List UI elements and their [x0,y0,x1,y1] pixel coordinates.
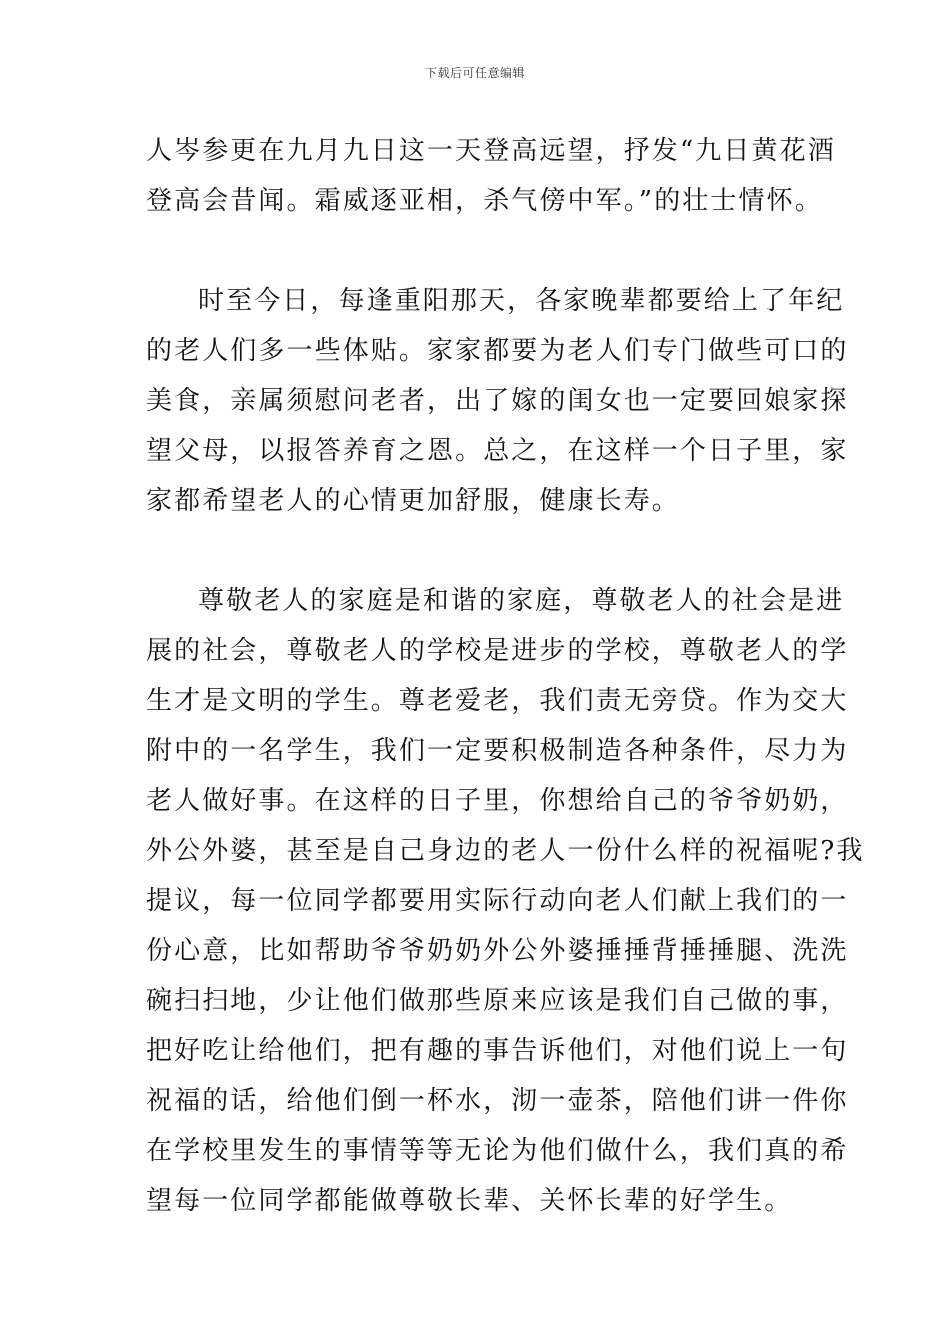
paragraph-3-line-2: 展的社会，尊敬老人的学校是进步的学校，尊敬老人的学 [146,636,849,666]
paragraph-2-line-1: 时至今日，每逢重阳那天，各家晚辈都要给上了年纪 [198,286,845,316]
paragraph-3-line-12: 在学校里发生的事情等等无论为他们做什么，我们真的希 [146,1136,849,1166]
paragraph-3-line-11: 祝福的话，给他们倒一杯水，沏一壶茶，陪他们讲一件你 [146,1086,849,1116]
paragraph-3-line-8: 份心意，比如帮助爷爷奶奶外公外婆捶捶背捶捶腿、洗洗 [146,936,849,966]
paragraph-3-line-13: 望每一位同学都能做尊敬长辈、关怀长辈的好学生。 [146,1186,793,1216]
paragraph-3-line-9: 碗扫扫地，少让他们做那些原来应该是我们自己做的事， [146,986,849,1016]
paragraph-3-line-5: 老人做好事。在这样的日子里，你想给自己的爷爷奶奶， [146,786,849,816]
paragraph-1-line-2: 登高会昔闻。霜威逐亚相，杀气傍中军。”的壮士情怀。 [146,186,823,216]
paragraph-3-line-10: 把好吃让给他们，把有趣的事告诉他们，对他们说上一句 [146,1036,849,1066]
paragraph-1-line-1: 人岑参更在九月九日这一天登高远望，抒发“九日黄花酒 [146,136,836,166]
paragraph-3-line-3: 生才是文明的学生。尊老爱老，我们责无旁贷。作为交大 [146,686,849,716]
paragraph-3-line-7: 提议，每一位同学都要用实际行动向老人们献上我们的一 [146,886,849,916]
paragraph-2-line-5: 家都希望老人的心情更加舒服，健康长寿。 [146,486,680,516]
paragraph-3-line-1: 尊敬老人的家庭是和谐的家庭，尊敬老人的社会是进 [198,586,845,616]
paragraph-2-line-2: 的老人们多一些体贴。家家都要为老人们专门做些可口的 [146,336,849,366]
paragraph-2-line-3: 美食，亲属须慰问老者，出了嫁的闺女也一定要回娘家探 [146,386,849,416]
paragraph-3-line-6: 外公外婆，甚至是自己身边的老人一份什么样的祝福呢?我 [146,836,865,866]
paragraph-2-line-4: 望父母，以报答养育之恩。总之，在这样一个日子里，家 [146,436,849,466]
paragraph-3-line-4: 附中的一名学生，我们一定要积极制造各种条件，尽力为 [146,736,849,766]
page-header: 下载后可任意编辑 [424,66,525,80]
